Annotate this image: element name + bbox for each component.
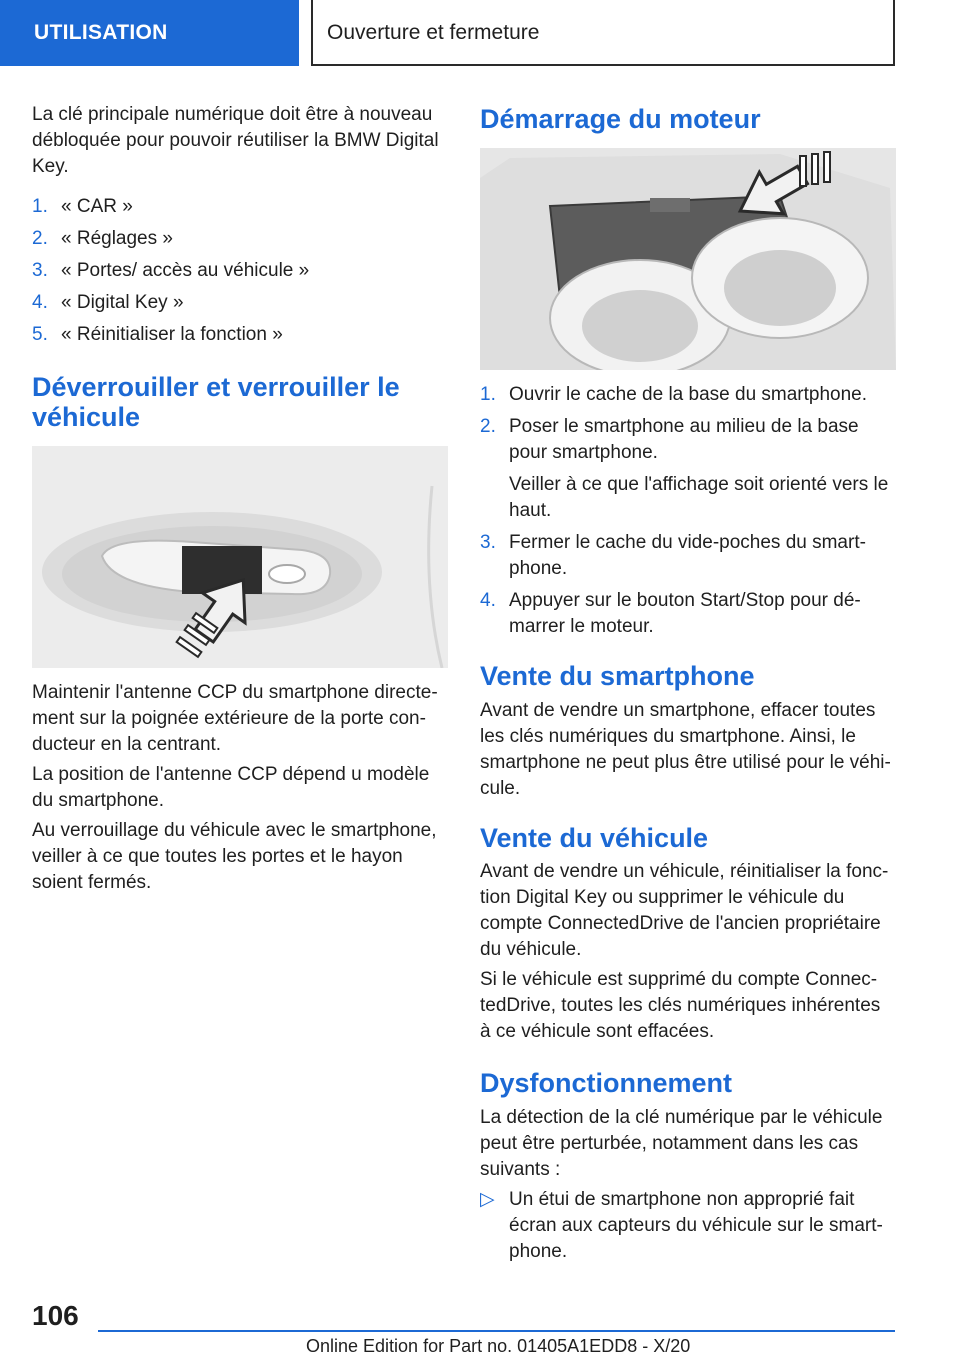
step-text: « CAR » <box>61 196 133 217</box>
step-number: 3. <box>32 260 48 281</box>
step-text: « Réinitialiser la fonction » <box>61 324 283 345</box>
step-text: Fermer le cache du vide-poches du smart-phone. <box>509 532 866 579</box>
step-number: 4. <box>480 590 496 611</box>
step-text: Poser le smartphone au milieu de la base pour smartphone. <box>509 416 859 463</box>
antenna-paragraph: Maintenir l'antenne CCP du smartphone directe-ment sur la poignée extérieure de la porte con-ducteur en la centrant. <box>32 682 438 755</box>
page-header <box>0 0 960 66</box>
antenna-position-paragraph: La position de l'antenne CCP dépend u modèle du smartphone. <box>32 764 430 811</box>
section-heading-sale-phone: Vente du smartphone <box>480 661 755 691</box>
section-heading-malfunction: Dysfonctionnement <box>480 1068 733 1098</box>
section-heading-start: Démarrage du moteur <box>480 104 761 134</box>
step-text: Appuyer sur le bouton Start/Stop pour dé-marrer le moteur. <box>509 590 861 637</box>
section-heading-unlock: Déverrouiller et verrouiller le véhicule <box>32 372 400 432</box>
step-number: 3. <box>480 532 496 553</box>
step-number: 2. <box>480 416 496 437</box>
step-number: 1. <box>480 384 496 405</box>
step-text: Ouvrir le cache de la base du smartphone. <box>509 384 868 405</box>
step-number: 1. <box>32 196 48 217</box>
footer-divider <box>98 1330 895 1332</box>
door-handle-figure <box>32 446 448 668</box>
sale-vehicle-paragraph-1: Avant de vendre un véhicule, réinitialiser la fonc-tion Digital Key ou supprimer le véhicule du compte ConnectedDrive de l'ancien propriétaire du véhicule. <box>480 861 889 960</box>
smartphone-tray-figure <box>480 148 896 370</box>
step-note-text: Veiller à ce que l'affichage soit orienté vers le haut. <box>509 474 889 521</box>
section-tab[interactable]: UTILISATION <box>0 0 299 66</box>
intro-paragraph: La clé principale numérique doit être à nouveau débloquée pour pouvoir réutiliser la BMW Digital Key. <box>32 104 439 177</box>
chapter-tab[interactable]: Ouverture et fermeture <box>311 0 895 66</box>
step-number: 4. <box>32 292 48 313</box>
step-text: « Digital Key » <box>61 292 184 313</box>
section-heading-sale-vehicle: Vente du véhicule <box>480 823 709 853</box>
step-number: 2. <box>32 228 48 249</box>
sale-phone-paragraph: Avant de vendre un smartphone, effacer toutes les clés numériques du smartphone. Ainsi, le smartphone ne peut plus être utilisé pour le véhi-cule. <box>480 700 891 799</box>
page-number: 106 <box>32 1300 79 1331</box>
triangle-bullet-icon: ▷ <box>480 1189 495 1210</box>
locking-paragraph: Au verrouillage du véhicule avec le smartphone, veiller à ce que toutes les portes et le hayon soient fermés. <box>32 820 437 893</box>
step-number: 5. <box>32 324 48 345</box>
malfunction-paragraph: La détection de la clé numérique par le véhicule peut être perturbée, notamment dans les cas suivants : <box>480 1107 883 1180</box>
step-text: « Portes/ accès au véhicule » <box>61 260 310 281</box>
bullet-text: Un étui de smartphone non approprié fait écran aux capteurs du véhicule sur le smart-phone. <box>509 1189 883 1262</box>
sale-vehicle-paragraph-2: Si le véhicule est supprimé du compte Connec-tedDrive, toutes les clés numériques inhérentes à ce véhicule sont effacées. <box>480 969 881 1042</box>
step-text: « Réglages » <box>61 228 173 249</box>
footer-edition: Online Edition for Part no. 01405A1EDD8 - X/20 <box>306 1336 691 1356</box>
